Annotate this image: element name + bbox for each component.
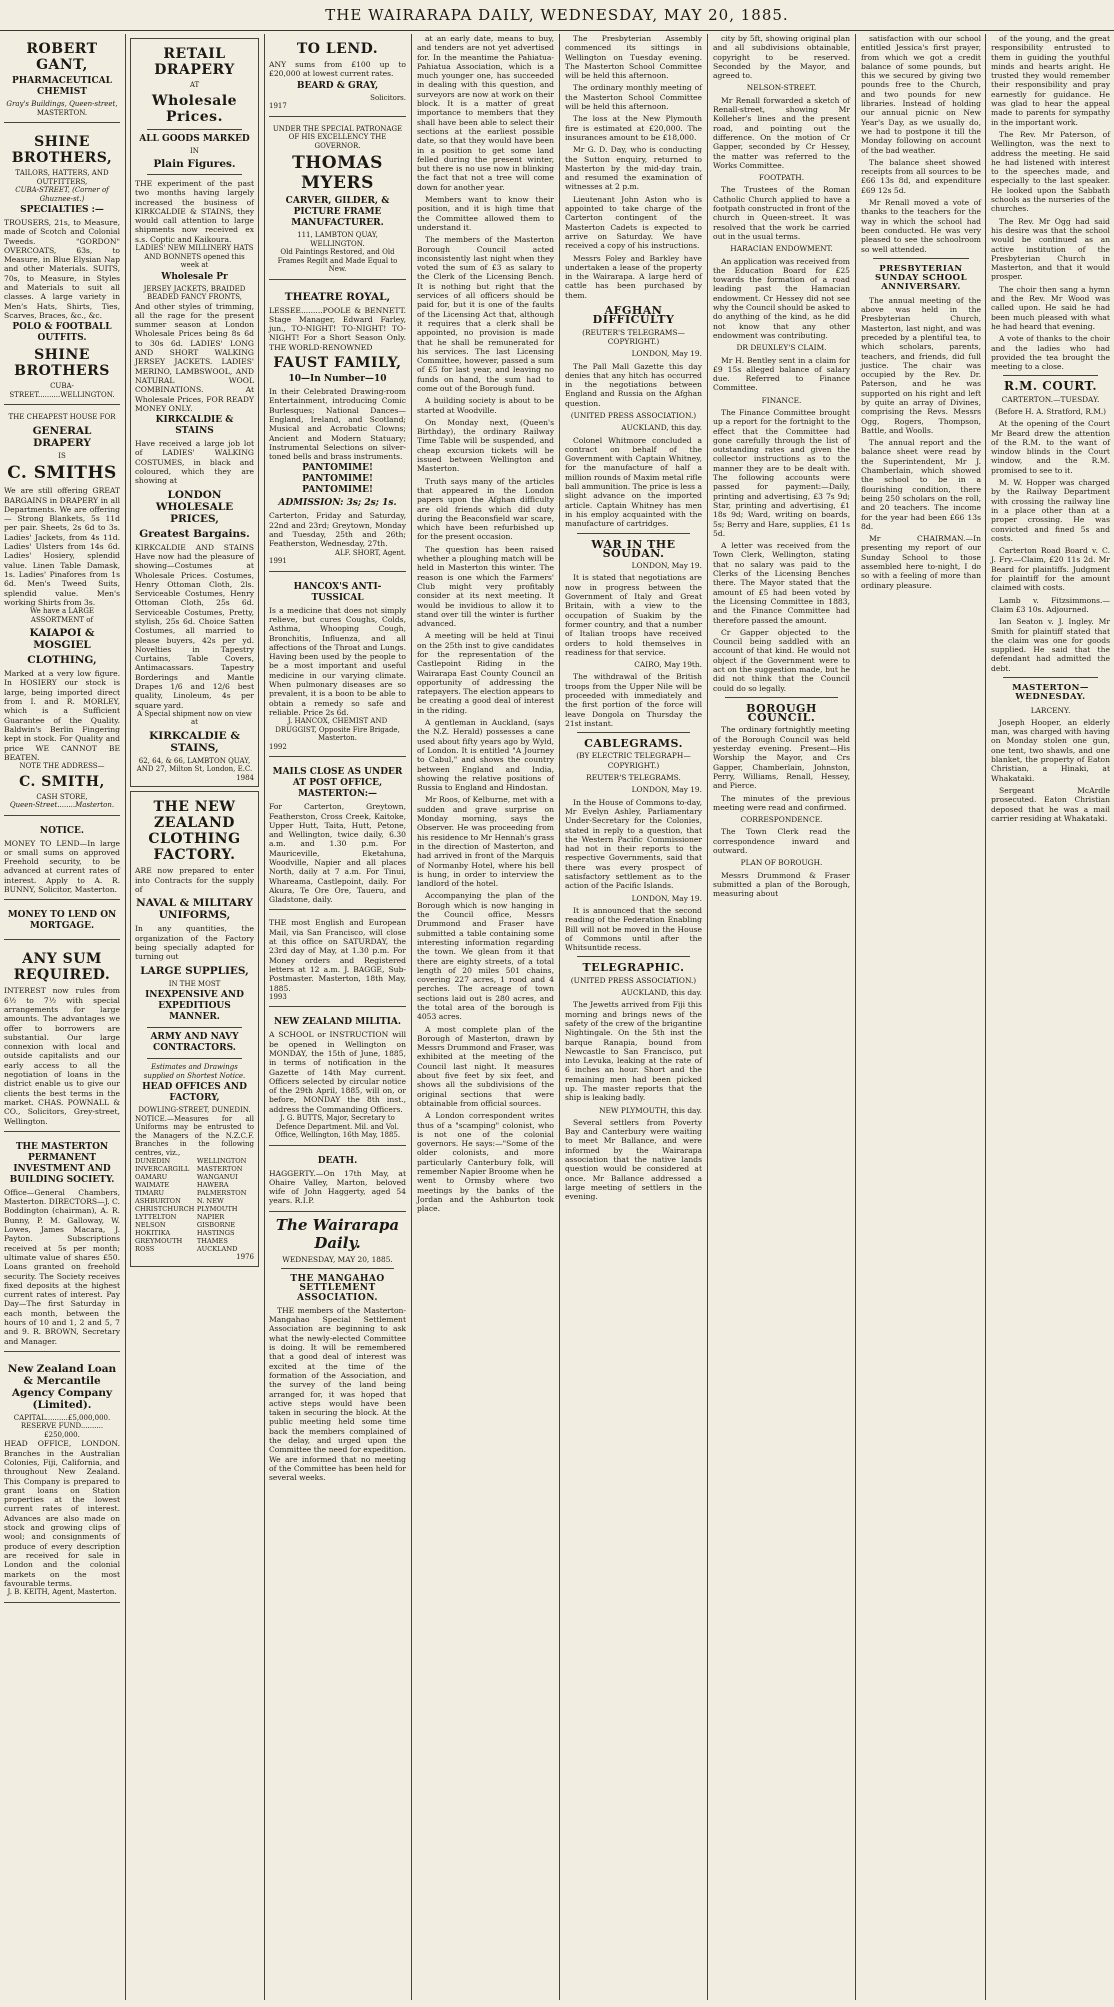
nz-naval: NAVAL & MILITARY UNIFORMS, <box>136 897 253 922</box>
paragraph: The minutes of the previous meeting were read and confirmed. <box>713 793 850 812</box>
paragraph: The ordinary monthly meeting of the Masterton School Committee will be held this afternoon. <box>565 83 702 112</box>
larceny-label: LARCENY. <box>1030 705 1071 715</box>
masterton-heading: MASTERTON—WEDNESDAY. <box>1012 683 1089 703</box>
ad-in: IN <box>190 146 199 155</box>
ad-name-2: C. SMITH, <box>19 773 105 790</box>
nz-title: THE NEW ZEALAND CLOTHING FACTORY. <box>148 799 241 864</box>
column-rule <box>411 34 412 2000</box>
towns-right: WELLINGTON MASTERTON WANGANUI HAWERA PALMERSTON N. NEW PLYMOUTH NAPIER GISBORNE HASTINGS THAMES AUCKLAND <box>196 1157 247 1254</box>
mpi-title: THE MASTERTON PERMANENT INVESTMENT AND BUILDING SOCIETY. <box>9 1141 115 1185</box>
nz-head: HEAD OFFICES AND FACTORY, <box>142 1082 247 1104</box>
mail-title: MAILS CLOSE AS UNDER AT POST OFFICE, MASTERTON:— <box>272 767 403 800</box>
afghan-date-2: AUCKLAND, this day. <box>621 423 702 433</box>
paragraph: Joseph Hooper, an elderly man, was charged with having on Monday stolen one gun, one tent, two shawls, and one blanket, the property of Eaton Christian, a Hinaki, at Whakataki. <box>991 717 1110 783</box>
paragraph: A most complete plan of the Borough of Masterton, drawn by Messrs Drummond and Fraser, was exhibited at the meeting of the Council last night. It measures about five feet by six feet, and shows all the subdivisions of the original sections that were obtainable from official sources. <box>417 1024 554 1108</box>
death-head: DEATH. <box>317 1155 358 1166</box>
paragraph: Mr CHAIRMAN.—In presenting my report of our Sunday School to those assembled here to-night, I do so with a feeling of more than ordinary pleasure. <box>861 534 981 590</box>
afghan-sub-2: (UNITED PRESS ASSOCIATION.) <box>570 410 697 420</box>
lend-title: TO LEND. <box>296 41 379 57</box>
paragraph: Carterton Road Board v. C. J. Fry.—Claim, £20 11s 2d. Mr Beard for plaintiffs. Judgment for plaintiff for the amount claimed with costs. <box>991 546 1110 593</box>
section-label: FOOTPATH. <box>758 173 805 183</box>
afghan-sub: (REUTER'S TELEGRAMS—COPYRIGHT.) <box>582 327 685 346</box>
ship-body: THE most English and European Mail, via San Francisco, will close at this office on SATURDAY, the 23rd day of May, at 1.30 p.m. For Money orders and Registered letters at 12 a.m. J. BAGGE, Sub-Postmaster. Masterton, 18th May, 1885. <box>269 918 406 993</box>
paragraph: A London correspondent writes thus of a "scamping" colonist, who is not one of the colonial governors. He says:—"Some of the older colonists, and more particularly Canterbury folk, will remember Napier Broome when he went to Ormsby where two meetings by the banks of the Jordan and the Ashburton took place. <box>417 1111 554 1214</box>
th-panto: PANTOMIME! PANTOMIME! PANTOMIME! <box>302 463 373 496</box>
paper-date: WEDNESDAY, MAY 20, 1885. <box>282 1254 393 1264</box>
nzl-title: New Zealand Loan & Mercantile Agency Company (Limited). <box>7 1362 117 1411</box>
paragraph: The loss at the New Plymouth fire is estimated at £20,000. The insurances amount to be £18,000. <box>565 114 702 142</box>
paragraph: Sergeant McArdle prosecuted. Eaton Christian deposed that he was a mail carrier residing at Whakataki. <box>991 785 1110 823</box>
rm-sub: CARTERTON.—TUESDAY. <box>1001 394 1100 404</box>
column-7 <box>857 34 985 2000</box>
column-1 <box>0 34 124 2000</box>
nz-body-2: In any quantities, the organization of the Factory being specially adapted for turning out <box>135 924 254 962</box>
ad-top: THE CHEAPEST HOUSE FOR <box>8 413 116 422</box>
cable-heading: CABLEGRAMS. <box>584 737 683 751</box>
paragraph: The Town Clerk read the correspondence inward and outward. <box>713 827 850 856</box>
paragraph: Messrs Foley and Barkley have undertaken a lease of the property in the Wairarapa. A large herd of cattle has been purchased by them. <box>565 253 702 300</box>
ad-address: CUBA-STREET, (Corner of Ghuznee-st.) <box>15 186 109 203</box>
th-agent: ALF. SHORT, Agent. <box>334 548 406 557</box>
ad-body-3: Have received a large job lot of LADIES' WALKING COSTUMES, in black and coloured, which they are showing at <box>135 439 254 486</box>
afghan-body: The Pall Mall Gazette this day denies that any hitch has occurred in the negotiations between England and Russia on the Afghan question. <box>565 361 702 408</box>
paragraph: Lamb v. Fitzsimmons.—Claim £3 10s. Adjourned. <box>991 595 1110 614</box>
paragraph: Mr Renall forwarded a sketch of Renall-street, showing Mr Kolleher's lines and the present road, and pointing out the difference. On the motion of Cr Gapper, seconded by Cr Hessey, the matter was referred to the Works Committee. <box>713 95 850 170</box>
ad-title: RETAIL DRAPERY <box>154 46 235 78</box>
nzm-sign: J. G. BUTTS, Major, Secretary to Defence Department. Mil. and Vol. Office, Wellington, 16th May, 1885. <box>274 1114 401 1140</box>
th-body-2: In their Celebrated Drawing-room Entertainment, introducing Comic Burlesques; National Dances—England, Ireland, and Scotland; Musical and Acrobatic Clowns; Ancient and Modern Statuary; Instrumental Selections on silver-toned bells and brass instruments. <box>269 387 406 462</box>
ad-london: LONDON WHOLESALE PRICES, <box>155 488 234 525</box>
ad-kirk: KIRKCALDIE & STAINS, <box>149 729 240 754</box>
th-number: 10—In Number—10 <box>288 374 387 385</box>
paragraph: The choir then sang a hymn and the Rev. Mr Wood was called upon. He said he had been much pleased with what he had heard that evening. <box>991 284 1110 331</box>
ad-mails <box>269 761 406 910</box>
cable-date-2: LONDON, May 19. <box>631 893 702 903</box>
cable-date: LONDON, May 19. <box>631 785 702 795</box>
paragraph: city by 5ft, showing original plan and all subdivisions obtainable, copyright to be reserved. Seconded by the Mayor, and agreed to. <box>713 34 850 81</box>
afghan-date: LONDON, May 19. <box>631 349 702 359</box>
lend-body: ANY sums from £100 up to £20,000 at lowest current rates. <box>269 60 406 79</box>
ad-subtitle: PHARMACEUTICAL CHEMIST <box>12 76 112 97</box>
lend-firm: BEARD & GRAY, <box>296 80 379 91</box>
lend-solicitors: Solicitors. <box>370 93 406 102</box>
paragraph: The ordinary fortnightly meeting of the Borough Council was held yesterday evening. Present—His Worship the Mayor, and Crs Gapper, Chamberlain, Johnston, Perry, Williams, Renall, Hessey, and Pierce. <box>713 725 850 791</box>
nz-notice: NOTICE.—Measures for all Uniforms may be entrusted to the Managers of the N.Z.C.F. Branches in the following centres, viz., <box>135 1114 254 1157</box>
nzm-title: NEW ZEALAND MILITIA. <box>274 1017 401 1028</box>
column-3 <box>265 34 410 2000</box>
column-2 <box>126 34 263 2000</box>
tm-name: THOMAS MYERS <box>292 153 383 194</box>
nzl-body: HEAD OFFICE, LONDON. Branches in the Australian Colonies, Fiji, California, and throughout New Zealand. This Company is prepared to grant loans on Station properties at the lowest current rates of interest. Advances are also made on stock and growing clips of wool; and consignments of produce of every description are received for sale in London and the colonial markets on the most favourable terms. <box>4 1439 120 1588</box>
paragraph: satisfaction with our school entitled Jessica's first prayer, from which we got a credit balance of some pounds, but this we secured by giving two pounds free to the Church, and two pounds for new libraries. Instead of holding our annual picnic on New Year's Day, as we usually do, we had to postpone it till the Monday following on account of the bad weather. <box>861 34 981 155</box>
ad-street: Queen-Street........Masterton. <box>9 801 115 810</box>
cable-body-2: It is announced that the second reading of the Federation Enabling Bill will not be moved in the House of Commons until after the Whitsuntide recess. <box>565 905 702 953</box>
paragraph: At the opening of the Court Mr Beard drew the attention of the R.M. to the want of window blinds in the Court window, and the R.M. promised to see to it. <box>991 419 1110 475</box>
ad-death <box>269 1150 406 1212</box>
paragraph: On Monday next, (Queen's Birthday), the ordinary Railway Time Table will be suspended, and cheap excursion tickets will be issued between Wellington and Masterton. <box>417 417 554 474</box>
money-title: MONEY TO LEND ON MORTGAGE. <box>7 910 117 932</box>
ad-masterton-permanent <box>4 1136 120 1352</box>
paragraph: The annual report and the balance sheet were read by the Superintendent, Mr J. Chamberlain, which showed the school to be in a flourishing condition, there being 250 scholars on the roll, and 20 teachers. The income for the year had been £66 13s 8d. <box>861 438 981 531</box>
towns-left: DUNEDIN INVERCARGILL OAMARU WAIMATE TIMARU ASHBURTON CHRISTCHURCH LYTTELTON NELSON HOKITIKA GREYMOUTH ROSS <box>135 1157 195 1254</box>
afghan-heading: AFGHAN DIFFICULTY <box>592 304 675 327</box>
ad-c-smith <box>4 409 120 815</box>
ad-title: SHINE BROTHERS, <box>11 134 113 166</box>
paragraph: The balance sheet showed receipts from all sources to be £66 13s 8d, and expenditure £69 12s 5d. <box>861 157 981 195</box>
section-label: DR DEUXLEY'S CLAIM. <box>736 343 827 353</box>
paragraph: Messrs Drummond & Fraser submitted a plan of the Borough, measuring about <box>713 870 850 899</box>
nz-in: IN THE MOST <box>168 979 221 988</box>
paragraph: Mr G. D. Day, who is conducting the Sutton enquiry, returned to Masterton by the mid-day train, and resumed the examination of witnesses at 2 p.m. <box>565 145 702 192</box>
nzl-reserve: RESERVE FUND..........£250,000. <box>20 1422 104 1439</box>
ad-robert-gant <box>4 34 120 123</box>
nz-estimates: Estimates and Drawings supplied on Shortest Notice. <box>143 1063 246 1080</box>
paragraph: The Rev. Mr Ogg had said his desire was that the school would be continued as an active institution of the Presbyterian Church in Masterton, and that it would prosper. <box>991 216 1110 282</box>
article-title: THE MANGAHAO SETTLEMENT ASSOCIATION. <box>290 1274 385 1303</box>
paragraph: Ian Seaton v. J. Ingley. Mr Smith for plaintiff stated that the claim was one for goods supplied. He said that the defendant had admitted the debt. <box>991 617 1110 673</box>
towns-code: 1976 <box>236 1253 254 1262</box>
ship-code: 1993 <box>269 992 287 1001</box>
tm-address: 111, LAMBTON QUAY, WELLINGTON. <box>297 231 378 248</box>
paragraph: The members of the Masterton Borough Council acted inconsistently last night when they voted the sum of £3 as salary to the Clerk of the Licensing Bench. It is nothing but right that the services of all officers should be paid for, but it is one of the faults of the Licensing Act that, although it requires that a clerk shall be appointed, no provision is made that he shall be remunerated for his services. The last Licensing Committee, however, passed a sum of £5 for last year, and leaving no funds on hand, the sum had to come out of the Borough fund. <box>417 235 554 393</box>
tele-body-2: Several settlers from Poverty Bay and Canterbury were waiting to meet Mr Ballance, and were informed by the Wairarapa association that the native lands question would be considered at once. Mr Ballance addressed a large meeting of settlers in the evening. <box>565 1117 702 1202</box>
ad-to-lend <box>269 34 406 117</box>
section-label: HARACIAN ENDOWMENT. <box>730 244 833 254</box>
ad-store: CASH STORE, <box>36 792 88 801</box>
ad-nz-loan <box>4 1356 120 1603</box>
th-title: THEATRE ROYAL, <box>284 290 391 303</box>
th-faust: FAUST FAMILY, <box>273 355 402 372</box>
ad-retail-drapery <box>130 38 259 787</box>
rm-sub-2: (Before H. A. Stratford, R.M.) <box>994 406 1107 416</box>
th-code: 1991 <box>269 557 287 566</box>
ad-militia <box>269 1011 406 1145</box>
ad-clothing: CLOTHING, <box>27 654 97 667</box>
paragraph: A gentleman in Auckland, (says the N.Z. Herald) possesses a cane used about fifty years ago by Wyld, of London. It is entitled "A Journey to Cabul," and shows the country between England and India, showing the relative positions of Russia to England and Hindostan. <box>417 718 554 793</box>
ad-greatest: Greatest Bargains. <box>139 527 250 540</box>
cable-sub-2: REUTER'S TELEGRAMS. <box>586 773 681 783</box>
paragraph: The Rev. Mr Paterson, of Wellington, was the next to address the meeting. He said he had listened with interest to the speeches made, and especially to the last speaker. He looked upon the Sabbath schools as the nurseries of the churches. <box>991 129 1110 214</box>
soudan-body: It is stated that negotiations are now in progress between the Government of Italy and Great Britain, with a view to the occupation of Suakim by the former country, and that a number of Italian troops have received orders to hold themselves in readiness for that service. <box>565 573 702 657</box>
paragraph: Members want to know their position, and it is high time that the Committee allowed them to understand it. <box>417 195 554 232</box>
ad-note: NOTE THE ADDRESS— <box>19 762 105 771</box>
rm-court-heading: R.M. COURT. <box>1003 379 1098 394</box>
column-5 <box>561 34 706 2000</box>
soudan-date-2: CAIRO, May 19th. <box>634 660 702 670</box>
ad-mail-ship <box>269 914 406 1007</box>
ad-wholesale-2: Wholesale Pr <box>161 271 228 282</box>
ad-footer-address: CUBA-STREET..........WELLINGTON. <box>9 382 115 399</box>
paragraph: A letter was received from the Town Clerk, Wellington, stating that no salary was paid to the Clerks of the Licensing Benches there. The Mayor stated that the amount of £5 had been voted by the Licensing Committee in 1883, and the Finance Committee had therefore passed the amount. <box>713 541 850 625</box>
ad-address: Gray's Buildings, Queen-street, <box>6 100 118 108</box>
section-label: FINANCE. <box>761 395 802 405</box>
mail-body: For Carterton, Greytown, Featherston, Cross Creek, Kaitoke, Upper Hutt, Taita, Hutt, Petone, and Wellington, twice daily, 6.30 a.m. and 1.30 p.m. For Mauriceville, Eketahuna, Woodville, Napier and all places North, daily at 7 a.m. For Tinui, Whareama, Castlepoint, daily. For Akura, Te Ore Ore, Taueru, and Gladstone, daily. <box>269 802 406 905</box>
presbyterian-heading: PRESBYTERIAN SUNDAY SCHOOL ANNIVERSARY. <box>874 263 968 293</box>
ad-wholesale: Wholesale Prices. <box>151 92 238 125</box>
paragraph: at an early date, means to buy, and tenders are not yet advertised for. In the meantime the Pahiatua-Pahiatua Association, which is a much younger one, has succeeded in dealing with this question, and surveyors are now at work on their block. It is a matter of great importance to members that they shall have been able to select their sections at the earliest possible date, so that they would have been in a position to get some land felled during the present winter, but there is no use now in blinking the fact that not a tree will come down for another year. <box>417 34 554 192</box>
nzm-body: A SCHOOL or INSTRUCTION will be opened in Wellington on MONDAY, the 15th of June, 1885, in terms of notification in the Gazette of 14th May current. Officers selected by circular notice of the 29th April, 1885, will on, or before, MONDAY the 8th inst., address the Commanding Officers. <box>269 1030 406 1114</box>
ad-town: MASTERTON. <box>36 108 88 117</box>
masthead: THE WAIRARAPA DAILY, WEDNESDAY, MAY 20, 1885. <box>0 0 1114 31</box>
ad-plain: Plain Figures. <box>153 158 236 170</box>
ad-body-2: Marked at a very low figure. In HOSIERY our stock is large, being imported direct from I. and R. MORLEY, which is a Sufficient Guarantee of the Quality. Baldwin's Berlin Fingering kept in stock. For Quality and price WE CANNOT BE BEATEN. <box>4 669 120 762</box>
th-body-3: Carterton, Friday and Saturday, 22nd and 23rd; Greytown, Monday and Tuesday, 25th and 26th; Featherston, Wednesday, 27th. <box>269 511 406 549</box>
ad-ks: KIRKCALDIE & STAINS <box>155 415 234 437</box>
lend-code: 1917 <box>269 102 287 111</box>
ad-code: 1984 <box>236 773 254 782</box>
ad-jersey: JERSEY JACKETS, BRAIDED BEADED FANCY FRONTS, <box>143 284 246 302</box>
paragraph: Mr H. Bentley sent in a claim for £9 15s alleged balance of salary due. Referred to Finance Committee. <box>713 355 850 393</box>
tm-trade: CARVER, GILDER, & PICTURE FRAME MANUFACTURER. <box>285 196 390 229</box>
ad-special: A Special shipment now on view at <box>137 709 252 727</box>
tm-patron: UNDER THE SPECIAL PATRONAGE OF HIS EXCELLENCY THE GOVERNOR. <box>272 124 403 150</box>
nz-body: ARE now prepared to enter into Contracts for the supply of <box>135 866 254 895</box>
paragraph: The Presbyterian Assembly commenced its sittings in Wellington on Tuesday evening. The Masterton School Committee will be held this afternoon. <box>565 34 702 81</box>
paragraph: M. W. Hopper was charged by the Railway Department with crossing the railway line in a place other than at a proper crossing. He was convicted and fined 5s and costs. <box>991 478 1110 543</box>
ad-ladies: LADIES' NEW MILLINERY HATS AND BONNETS opened this week at <box>135 244 254 270</box>
ad-theatre-royal <box>269 284 406 572</box>
paragraph: Mr Renall moved a vote of thanks to the teachers for the way in which the school had been conducted. He was very pleased to see the schoolroom so well attended. <box>861 198 981 254</box>
tele-date: AUCKLAND, this day. <box>621 988 702 998</box>
notice-body: MONEY TO LEND—In large or small sums on approved Freehold security, to be advanced at current rates of interest. Apply to A. R. BUNNY, Solicitor, Masterton. <box>4 838 120 895</box>
paragraph: Accompanying the plan of the Borough which is now hanging in the Council office, Messrs Drummond and Fraser have submitted a table containing some interesting information regarding the town. We glean from it that there are eighty streets, of a total length of 20 miles 501 chains, covering 227 acres, 1 rood and 4 perches. The acreage of town sections laid out is 280 acres, and the total area of the borough is 4053 acres. <box>417 891 554 1022</box>
column-8 <box>987 34 1114 2000</box>
ad-hancox <box>269 576 406 758</box>
column-6 <box>709 34 854 2000</box>
mpi-body: Office—General Chambers, Masterton. DIRECTORS—J. C. Boddington (chairman), A. R. Bunny, P. M. Galloway, W. Lowes, James Macara, J. Payton. Subscriptions received at 5s per month; ultimate value of shares £50. Loans granted on freehold security. The Society receives fixed deposits at the highest current rates of interest. Pay Day—The first Saturday in each month, between the hours of 10 and 1, 2 and 5, 7 and 9. R. BROWN, Secretary and Manager. <box>4 1187 120 1346</box>
tele-heading: TELEGRAPHIC. <box>582 961 685 975</box>
paragraph: A building society is about to be started at Woodville. <box>417 396 554 415</box>
ad-body: We are still offering GREAT BARGAINS in DRAPERY in all Departments. We are offering— Strong Blankets, 5s 11d per pair. Sheets, 2s 6d to 3s. Ladies' Jackets, from 4s 11d. Ladies' Ulsters from 14s 6d. Ladies' Hosiery, splendid value. Linen Table Damask, 1s. Ladies' Pinafores from 1s 6d. Men's Tweed Suits, splendid value. Men's working Shirts from 3s. <box>4 486 120 607</box>
column-4 <box>413 34 558 2000</box>
paragraph: The Finance Committee brought up a report for the fortnight to the effect that the Committee had gone carefully through the list of outstanding rates and given the collector instructions as to the manner they are to be dealt with. The following accounts were passed for payment:—Daily, printing and advertising, £3 7s 9d; Star, printing and advertising, £1 18s 9d; Ward, writing on boards, 5s; Berry and Hare, supplies, £1 1s 5d. <box>713 407 850 538</box>
ad-body: THE experiment of the past two months having largely increased the business of KIRKCALDIE & STAINS, they would call attention to large shipments now received ex s.s. Coptic and Kaikoura. <box>135 179 254 244</box>
hn-code: 1992 <box>269 742 287 751</box>
section-label: CORRESPONDENCE. <box>740 815 823 825</box>
paragraph: Cr Gapper objected to the Council being saddled with an account of that kind. He would not object if the Government were to act on the suggestion made, but he did not think that the Council could do so legally. <box>713 627 850 693</box>
paragraph: Mr Roos, of Kelburne, met with a sudden and grave surprise on Monday morning, says the Observer. He was proceeding from his residence to Mr Hennah's grass in the direction of Masterton, and had arrived in front of the Marquis of Normanby Hotel, where his bell is hung, in order to interview the landlord of the hotel. <box>417 795 554 889</box>
cable-body: In the House of Commons to-day, Mr Evelyn Ashley, Parliamentary Under-Secretary for the Colonies, stated in reply to a question, that the Western Pacific Commissioner had not in their reports to the respective Governments, said that there was every prospect of satisfactory settlement as to the action of the Pacific Islands. <box>565 797 702 891</box>
ad-address: 62, 64, & 66, LAMBTON QUAY, AND 27, Milton St, London, E.C. <box>136 756 253 774</box>
ad-is: IS <box>58 451 66 460</box>
ad-polo: POLO & FOOTBALL OUTFITS. <box>12 322 112 344</box>
article-body: THE members of the Masterton-Mangahao Special Settlement Association are beginning to ask what the newly-elected Committee is doing. It will be remembered that a good deal of interest was excited at the time of the formation of the Association, and the survey of the land being arranged for, it was hoped that active steps would have been taken in securing the block. At the public meeting held some time back the members complained of the delay, and urged upon the Committee the need for expedition. We are informed that no meeting of the Committee has been held for several weeks. <box>269 1305 406 1483</box>
paragraph: Lieutenant John Aston who is appointed to take charge of the Carterton contingent of the Masterton Cadets is expected to arrive on Saturday. We have received a copy of his instructions. <box>565 194 702 251</box>
nzl-sign: J. B. KEITH, Agent, Masterton. <box>7 1588 117 1597</box>
th-body: LESSEE.........POOLE & BENNETT. Stage Manager, Edward Farley, jun., TO-NIGHT! TO-NIGHT! TO-NIGHT! For a Short Season Only. THE WORLD-RENOWNED <box>269 305 406 352</box>
paragraph: of the young, and the great responsibility entrusted to them in guiding the youthful minds and hearts aright. He trusted they would remember their responsibility and pray earnestly for guidance. He was glad to hear the appeal made to parents for sympathy in the important work. <box>991 34 1110 127</box>
ad-specialties: SPECIALTIES :— <box>20 205 104 215</box>
paragraph: The annual meeting of the above was held in the Presbyterian Church, Masterton, last night, and was preceded by a plentiful tea, to which scholars, parents, teachers, and friends, did full justice. The chair was occupied by the Rev. Dr. Paterson, and he was supported on his right and left by quite an array of Divines, comprising the Revs. Messrs Ogg, Rogers, Thompson, Battle, and Woolls. <box>861 295 981 435</box>
notice-title: NOTICE. <box>39 825 85 836</box>
tele-sub: (UNITED PRESS ASSOCIATION.) <box>570 975 697 985</box>
cable-sub: (BY ELECTRIC TELEGRAPH—COPYRIGHT.) <box>576 751 691 770</box>
nz-address: DOWLING-STREET, DUNEDIN. <box>138 1106 251 1115</box>
borough-council-heading: BOROUGH COUNCIL. <box>746 701 817 725</box>
towns-list <box>135 1157 254 1253</box>
ad-name: C. SMITHS <box>7 463 117 484</box>
paragraph: A vote of thanks to the choir and the ladies who had provided the tea brought the meeting to a close. <box>991 334 1110 372</box>
ad-title: ROBERT GANT, <box>26 41 98 73</box>
soudan-body-2: The withdrawal of the British troops from the Upper Nile will be proceeded with immediately and the first portion of the force will leave Dongola on Thursday the 21st instant. <box>565 672 702 728</box>
nz-army: ARMY AND NAVY CONTRACTORS. <box>150 1032 239 1054</box>
column-rule <box>855 34 856 2000</box>
afghan-body-2: Colonel Whitmore concluded a contract on behalf of the Government with Captain Whitney, for the manufacture of half a million rounds of Maxim metal rifle ball ammunition. The price is less a slight advance on the imported article. Captain Whitney has men in his employ acquainted with the manufacture of cartridges. <box>565 435 702 529</box>
ad-large: We have a LARGE ASSORTMENT of <box>29 607 95 624</box>
paragraph: Truth says many of the articles that appeared in the London papers upon the Afghan difficulty are old friends which did duty during the Beaconsfield war scare, which have been refurbished up for the present occasion. <box>417 476 554 542</box>
ad-goods: ALL GOODS MARKED <box>139 133 250 144</box>
paragraph: An application was received from the Education Board for £25 towards the formation of a road leading past the Hamacian endowment. Cr Hessey did not see why the Council should be asked to do anything of the kind, as he did not know that any other endowment was contributing. <box>713 256 850 340</box>
soudan-date: LONDON, May 19. <box>631 561 702 571</box>
death-body: HAGGERTY.—On 17th May, at Ohaire Valley, Marton, beloved wife of John Haggerty, aged 54 years. R.I.P. <box>269 1168 406 1206</box>
column-rule <box>559 34 560 2000</box>
tele-body: The Jewetts arrived from Fiji this morning and brings news of the safety of the crew of the brigantine Nightingale. On the 5th inst the barque Ranapia, bound from Newcastle to San Francisco, put into Levuka, leaking at the rate of 6 inches an hour. Short and the remaining men had been picked up. The master reports that the ship is leaking badly. <box>565 1000 702 1103</box>
paper-title: The Wairarapa Daily. <box>275 1215 400 1252</box>
ad-thomas-myers <box>269 121 406 280</box>
ad-at: AT <box>189 81 200 89</box>
paragraph: A meeting will be held at Tinui on the 25th inst to give candidates for the representation of the Castlepoint Riding in the Wairarapa East County Council an opportunity of addressing the ratepayers. The election appears to be creating a good deal of interest in the riding. <box>417 631 554 715</box>
paragraph: The question has been raised whether a ploughing match will be held in Masterton this winter. The reason is one which the Farmers' Club might very profitably consider at its next meeting. It would be invidious to allow it to stand over till the winter is further advanced. <box>417 544 554 629</box>
tele-date-2: NEW PLYMOUTH, this day. <box>599 1105 702 1115</box>
ad-any-sum <box>4 944 120 1131</box>
nz-large: LARGE SUPPLIES, <box>140 964 249 977</box>
column-rule <box>985 34 986 2000</box>
hn-sign: J. HANCOX, CHEMIST AND DRUGGIST, Opposite Fire Brigade, Masterton. <box>275 717 400 743</box>
paragraph: The Trustees of the Roman Catholic Church applied to have a footpath constructed in front of the church in Queen-street. It was resolved that the work be carried out in the usual terms. <box>713 185 850 241</box>
hn-body: Is a medicine that does not simply relieve, but cures Coughs, Colds, Asthma, Whooping Cough, Bronchitis, Influenza, and all affections of the Throat and Lungs. Having been used by the people to be a most important and useful medicine in our varying climate. When pulmonary diseases are so prevalent, it is a boon to be able to obtain a remedy so safe and reliable. Price 2s 6d. <box>269 605 406 717</box>
soudan-heading: WAR IN THE SOUDAN. <box>591 537 676 560</box>
ad-subtitle: TAILORS, HATTERS, AND OUTFITTERS, <box>15 169 109 186</box>
ad-shine-brothers <box>4 127 120 405</box>
nz-inexp: INEXPENSIVE AND EXPEDITIOUS MANNER. <box>145 990 244 1023</box>
section-label: PLAN OF BOROUGH. <box>740 858 823 868</box>
ad-kaiapoi: KAIAPOI & MOSGIEL <box>29 627 95 652</box>
hn-title: HANCOX'S ANTI-TUSSICAL <box>293 581 382 603</box>
column-rule <box>707 34 708 2000</box>
ad-nz-clothing <box>130 791 259 1266</box>
any-sum-title: ANY SUM REQUIRED. <box>13 951 111 984</box>
ad-title: GENERAL DRAPERY <box>32 424 92 449</box>
nzl-capital: CAPITAL..........£5,000,000. <box>13 1413 111 1422</box>
ad-body-2: And other styles of trimming, all the rage for the present summer season at London Wholesale Prices being 8s 6d to 30s 6d. LADIES' LONG AND SHORT WALKING JERSEY JACKETS. LADIES' MERINO, LAMBSWOOL, AND NATURAL WOOL COMBINATIONS. At Wholesale Prices, FOR READY MONEY ONLY. <box>135 301 254 413</box>
th-admission: ADMISSION: 3s; 2s; 1s. <box>278 498 397 509</box>
any-sum-body: INTEREST now rules from 6½ to 7½ with special arrangements for large amounts. The advantages we offer to borrowers are substantial. Our large connexion with local and outside capitalists and our early access to all the negotiation of loans in the district enable us to give our clients the best terms in the market. CHAS. POWNALL & CO., Solicitors, Grey-street, Wellington. <box>4 986 120 1126</box>
tm-body: Old Paintings Restored, and Old Frames Regilt and Made Equal to New. <box>277 248 398 274</box>
ad-money <box>4 904 120 940</box>
ad-body: TROUSERS, 21s, to Measure, made of Scotch and Colonial Tweeds. "GORDON" OVERCOATS, 63s, to Measure, in Blue Elysian Nap and other Materials. SUITS, 70s, to Measure, in Styles and Materials to suit all classes. A large variety in Men's Hats, Shirts, Ties, Scarves, Braces, &c., &c. <box>4 218 120 320</box>
ad-body-4: KIRKCALDIE AND STAINS Have now had the pleasure of showing—Costumes at Wholesale Prices. Costumes, Henry Ottoman Cloth, 2ls. Serviceable Costumes, Henry Ottoman Cloth, 25s 6d. Serviceable Costumes, Pretty, stylish, 25s 6d. Choice Satten Costumes, all married to please buyers, 42s per yd. Novelties in Tapestry Curtains, Table Covers, Antimacassars. Tapestry Borderings and Mantle Drapes 1/6 and 12/6 best quality, Linoleum, 4s per square yard. <box>135 542 254 710</box>
section-label: NELSON-STREET. <box>746 83 817 93</box>
ad-footer-title: SHINE BROTHERS <box>14 347 110 380</box>
ad-notice <box>4 820 120 901</box>
